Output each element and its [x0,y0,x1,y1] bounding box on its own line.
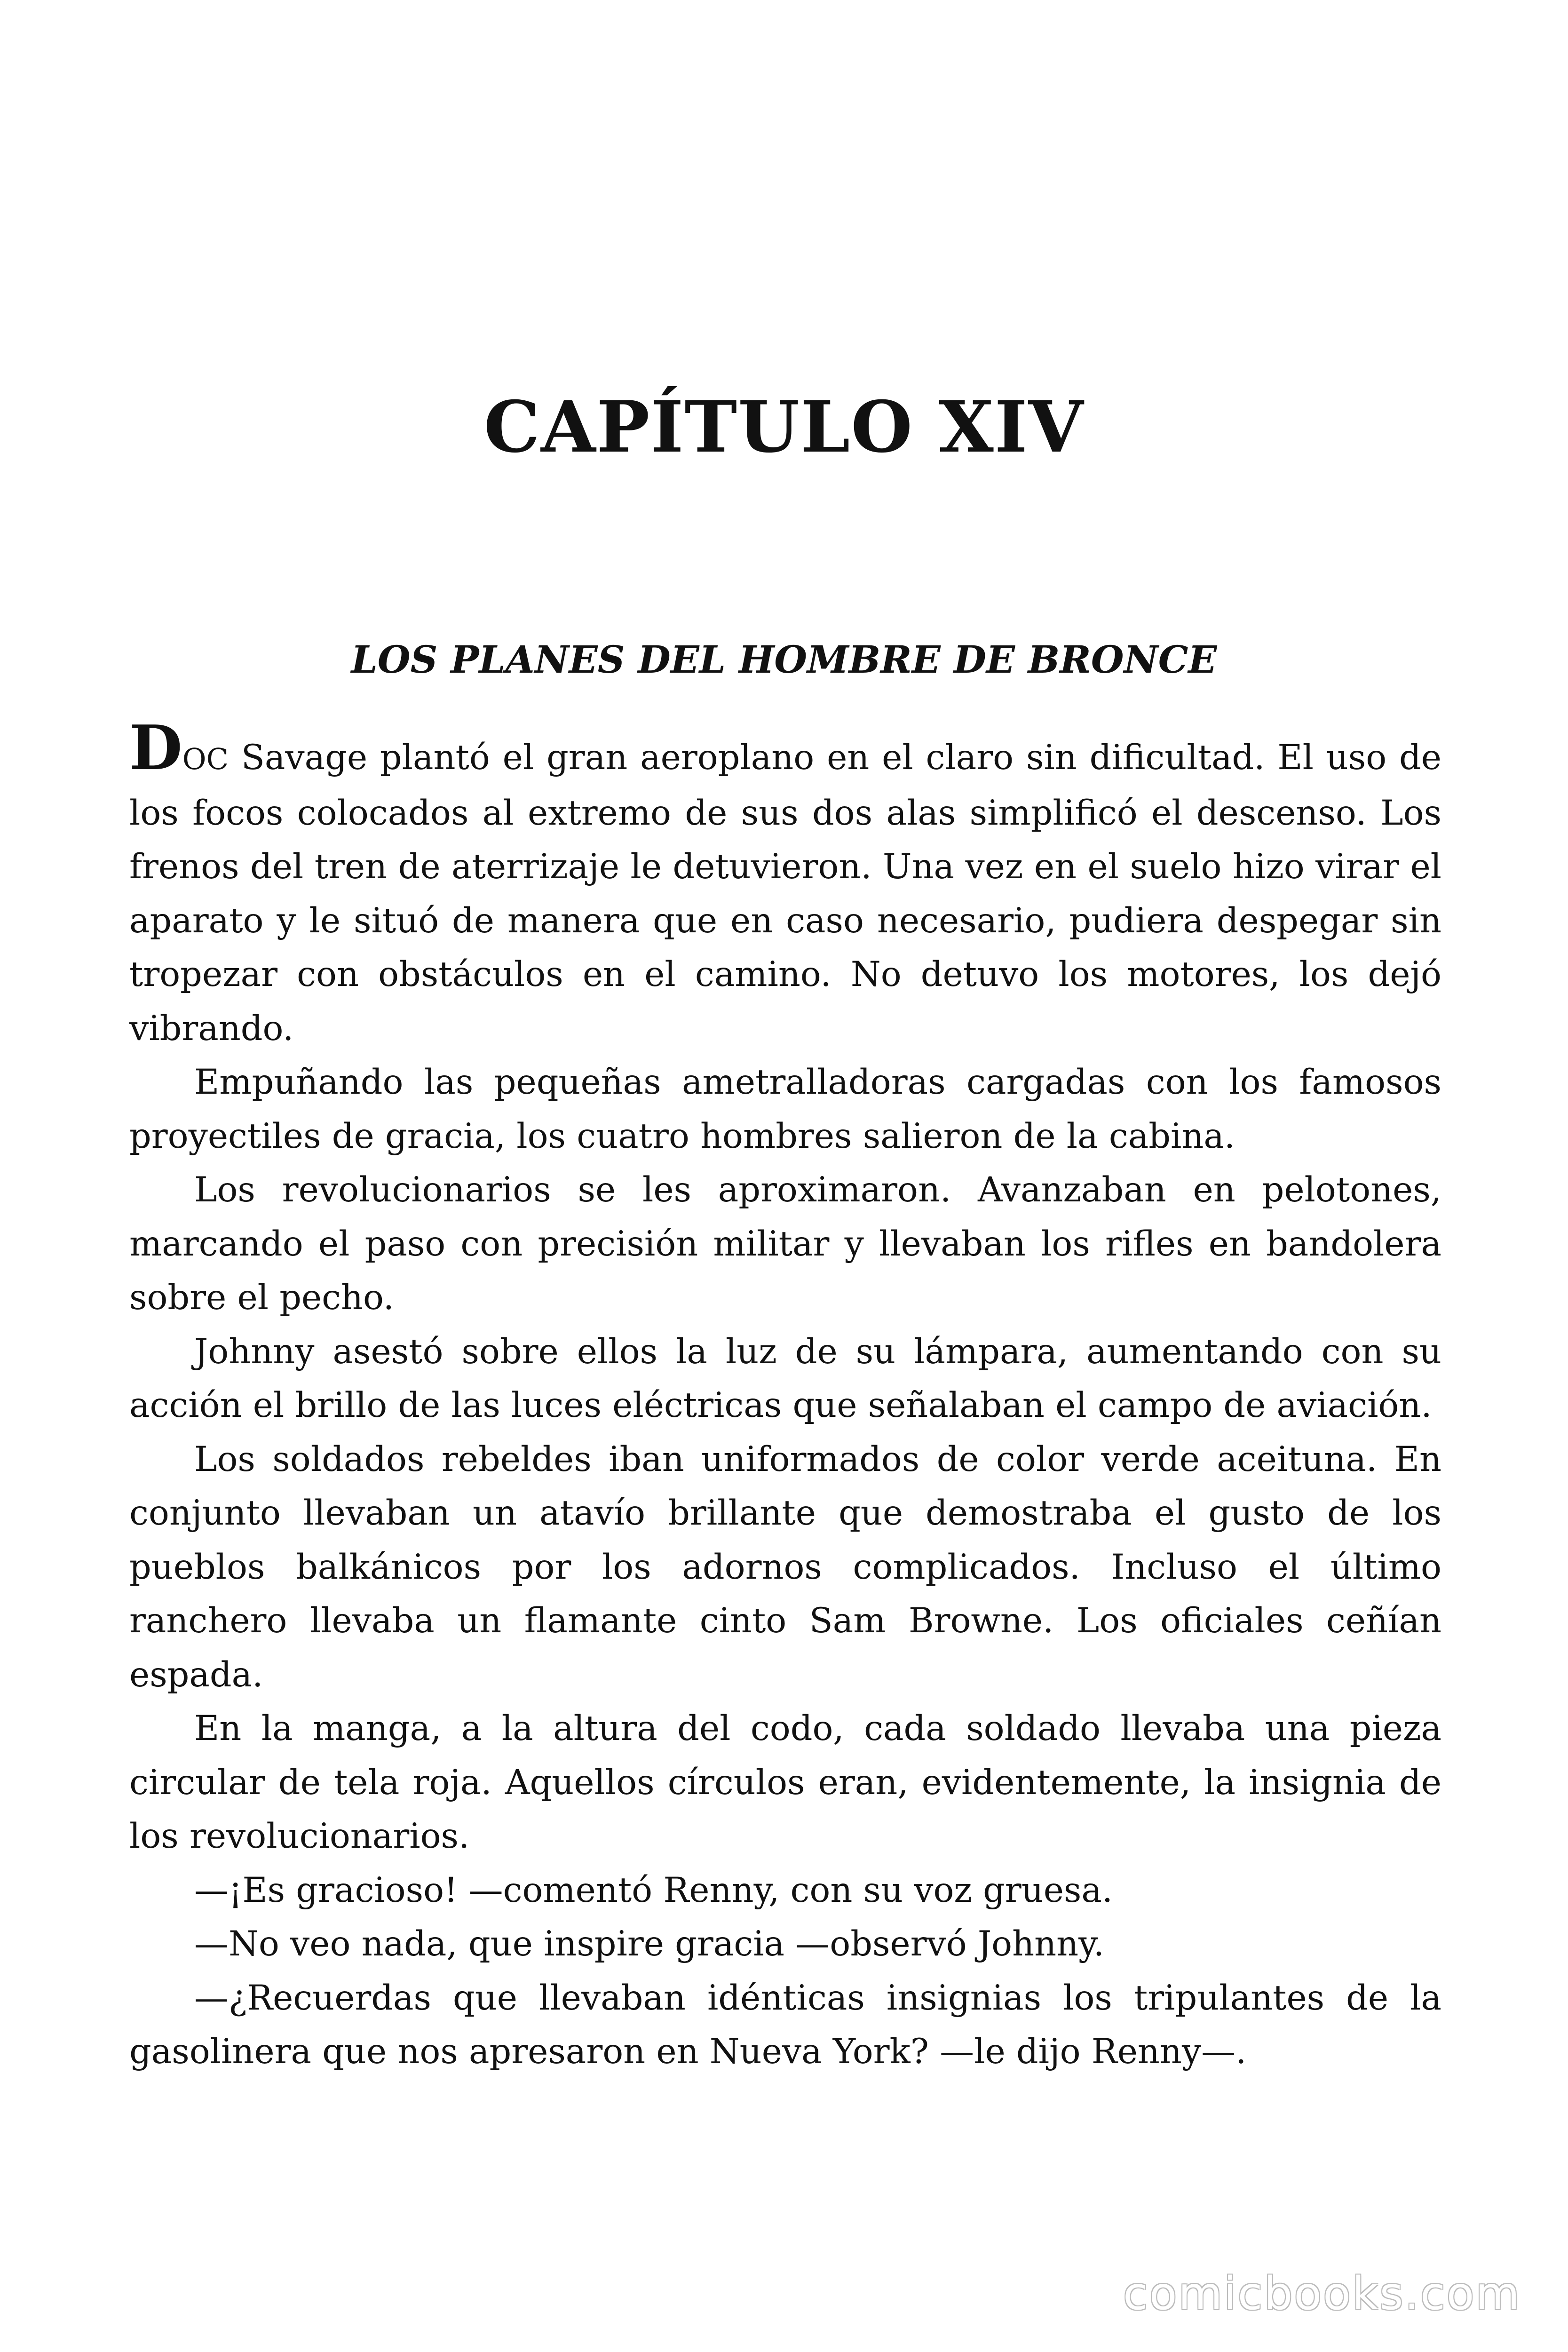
paragraph-1 [129,712,1441,1056]
paragraph-7-dialogue: —¡Es gracioso! —comentó Renny, con su voz gruesa. [194,1870,1113,1910]
drop-cap: D [129,712,182,784]
paragraph-4: Johnny asestó sobre ellos la luz de su lámpara, aumentando con su acción el brillo de las luces eléctricas que señalaban el campo de aviación. [129,1331,1441,1425]
chapter-subtitle: LOS PLANES DEL HOMBRE DE BRONCE [351,637,1217,682]
paragraph-8-dialogue: —No veo nada, que inspire gracia —observó Johnny. [194,1924,1104,1964]
paragraph-2: Empuñando las pequeñas ametralladoras cargadas con los famosos proyectiles de gracia, los cuatro hombres salieron de la cabina. [129,1062,1441,1156]
paragraph-3: Los revolucionarios se les aproximaron. Avanzaban en pelotones, marcando el paso con precisión militar y llevaban los rifles en bandolera sobre el pecho. [129,1170,1441,1318]
paragraph-9-dialogue: —¿Recuerdas que llevaban idénticas insignias los tripulantes de la gasolinera que nos apresaron en Nueva York? —le dijo Renny—. [129,1978,1441,2072]
watermark: comicbooks.com [1123,2267,1521,2320]
paragraph-6: En la manga, a la altura del codo, cada soldado llevaba una pieza circular de tela roja. Aquellos círculos eran, evidentemente, la insignia de los revolucionarios. [129,1708,1441,1856]
paragraph-1-text: Savage plantó el gran aeroplano en el claro sin dificultad. El uso de los focos colocados al extremo de sus dos alas simplificó el descenso. Los frenos del tren de aterrizaje le detuvieron. Una vez en el suelo hizo virar el aparato y le situó de manera que en caso necesario, pudiera despegar sin tropezar con obstáculos en el camino. No detuvo los motores, los dejó vibrando. [129,738,1441,1049]
chapter-body [129,712,1441,2079]
chapter-title: CAPÍTULO XIV [483,386,1085,469]
first-word-smallcaps: OC [182,742,229,776]
paragraph-5: Los soldados rebeldes iban uniformados de color verde aceituna. En conjunto llevaban un atavío brillante que demostraba el gusto de los pueblos balkánicos por los adornos complicados. Incluso el último ranchero llevaba un flamante cinto Sam Browne. Los oficiales ceñían espada. [129,1439,1441,1695]
